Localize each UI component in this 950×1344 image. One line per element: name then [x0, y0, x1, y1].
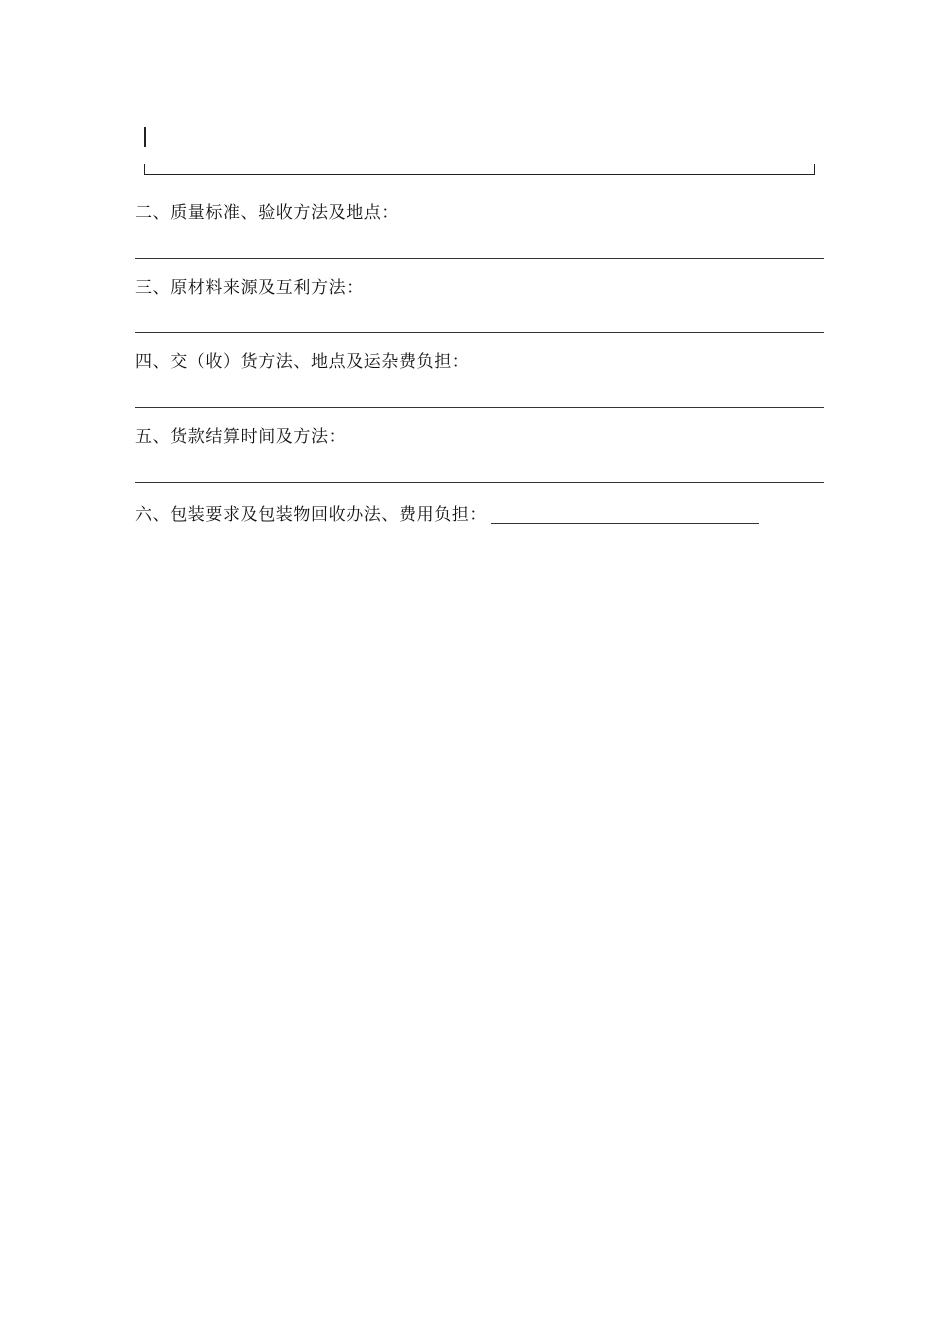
clause-6-label: 六、包装要求及包装物回收办法、费用负担：	[135, 505, 487, 525]
table-bottom-border	[144, 164, 815, 175]
clause-6-row	[135, 504, 759, 526]
clause-4-label: 四、交（收）货方法、地点及运杂费负担：	[135, 352, 470, 372]
clause-2-label: 二、质量标准、验收方法及地点：	[135, 203, 399, 223]
table-border-stub	[144, 127, 146, 147]
clause-5-label: 五、货款结算时间及方法：	[135, 427, 347, 447]
clause-3-label: 三、原材料来源及互利方法：	[135, 278, 364, 298]
clause-4-fill-line[interactable]	[135, 407, 824, 408]
clause-5-fill-line[interactable]	[135, 482, 824, 483]
clause-6-fill-line[interactable]	[491, 523, 759, 524]
clause-3-fill-line[interactable]	[135, 332, 824, 333]
clause-2-fill-line[interactable]	[135, 258, 824, 259]
